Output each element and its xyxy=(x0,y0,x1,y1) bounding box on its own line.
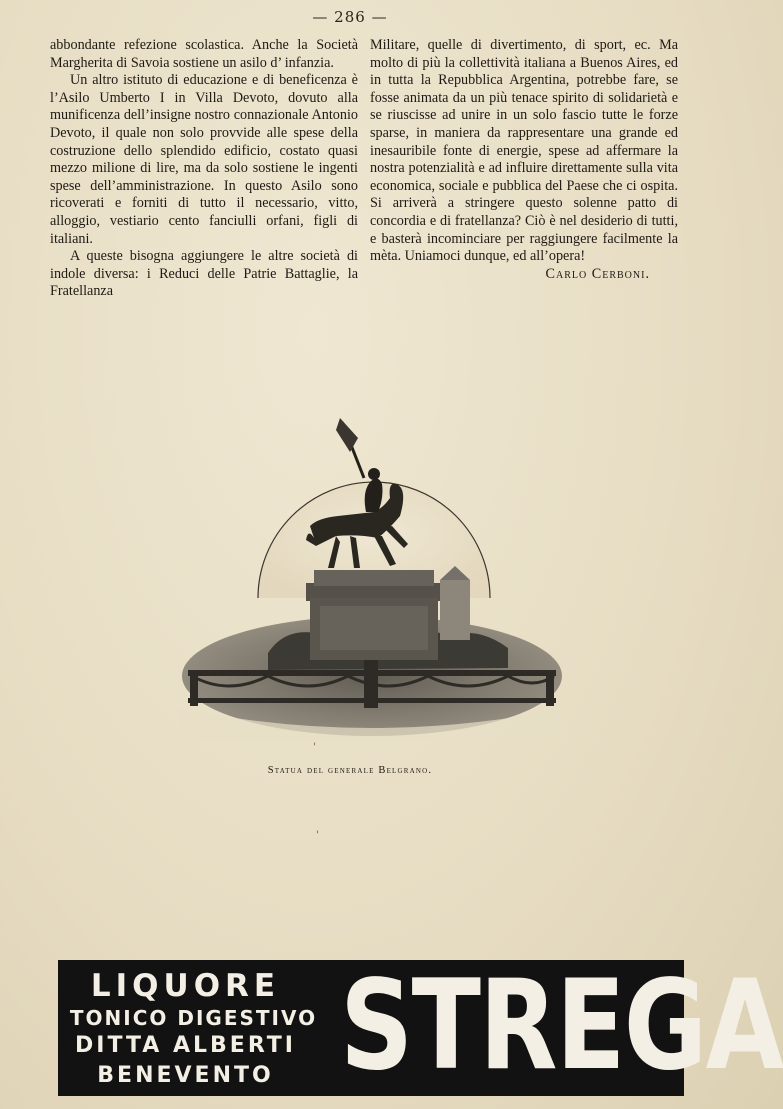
page-number: — 286 — xyxy=(312,8,388,26)
ad-city-line: BENEVENTO xyxy=(97,1063,274,1088)
ad-subtitle-line: TONICO DIGESTIVO xyxy=(69,1006,318,1030)
ad-brand-name: STREGA xyxy=(340,954,783,1098)
figure-caption: Statua del generale Belgrano. xyxy=(267,765,433,776)
paragraph: Militare, quelle di divertimento, di sport, ec. Ma molto di più la collettività italiana a Buenos Aires, ed in tutta la Repubblica Argentina, potrebbe fare, se fosse animata da un più tenace spirito di solidarietà e se riuscisse ad unire in un solo fascio tutte le forze sparse, in maniera da rappresentare una grande ed inesauribile fonte di energie, spese ad affermare la nostra potenzialità e ad influire direttamente sulla vita economica, sociale e pubblica del Paese che ci ospita. Si arriverà a stringere questo solenne patto di concordia e di fratellanza? Ciò è nel desiderio di tutti, e basterà incominciare per raggiungere facilmente la mèta. Uniamoci dunque, ed all’opera! xyxy=(370,37,678,265)
ad-product-line: LIQUORE xyxy=(90,968,281,1004)
paragraph: abbondante refezione scolastica. Anche la Società Margherita di Savoia sostiene un asilo d’ infanzia. xyxy=(50,37,358,71)
paragraph: A queste bisogna aggiungere le altre società di indole diversa: i Reduci delle Patrie Battaglie, la Fratellanza xyxy=(50,248,358,300)
speck: ' xyxy=(313,742,316,753)
equestrian-statue-illustration xyxy=(178,408,566,740)
statue-photo xyxy=(178,408,566,740)
article-right-column xyxy=(370,37,678,283)
author-signature: Carlo Cerboni. xyxy=(545,265,650,282)
paragraph: Un altro istituto di educazione e di beneficenza è l’Asilo Umberto I in Villa Devoto, dovuto alla munificenza dell’insigne nostro connazionale Antonio Devoto, il quale non solo provvide alle spese della costruzione dello splendido edificio, costato quasi mezzo milione di lire, ma da solo sostiene le ingenti spese dell’amministrazione. In questo Asilo sono ricoverati e forniti di tutto il necessario, vitto, alloggio, vestiario cento fanciulli orfani, figli di italiani. xyxy=(50,72,358,247)
advertisement-banner xyxy=(58,954,783,1098)
speck: ' xyxy=(316,830,319,841)
article-left-column xyxy=(50,37,358,301)
ad-company-line: DITTA ALBERTI xyxy=(75,1033,296,1058)
